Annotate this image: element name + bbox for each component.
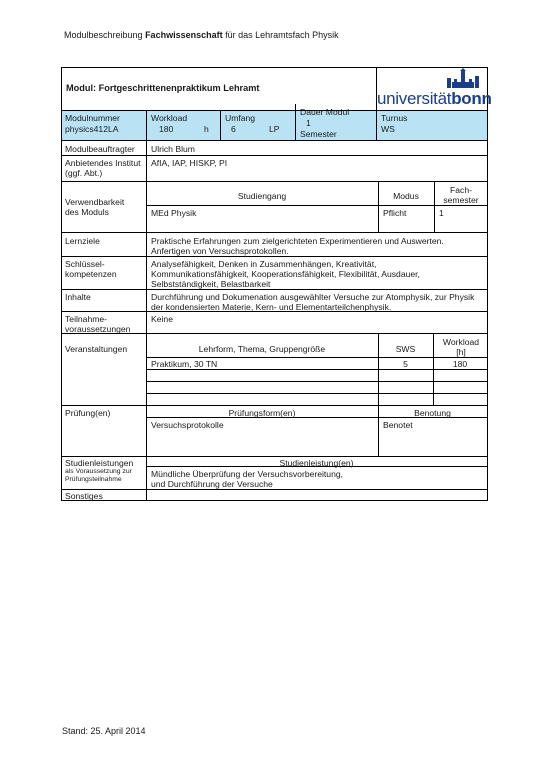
sonstiges-value — [148, 490, 468, 492]
schluessel-label: Schlüssel-kompetenzen — [65, 259, 117, 279]
inhalte-label: Inhalte — [65, 292, 91, 302]
lehrform-value: Praktikum, 30 TN — [151, 359, 218, 369]
col-lehrform: Lehrform, Thema, Gruppengröße — [198, 344, 326, 354]
sub-divider — [146, 205, 488, 206]
col-divider — [295, 104, 296, 140]
col-divider — [146, 110, 147, 140]
modulnummer-value: physics412LA — [65, 124, 119, 134]
dauer-unit: Semester — [300, 129, 337, 139]
inhalte-value: Durchführung und Dokumenation ausgewählter Versuche zur Atomphysik, zur Physik der kondensierten Materie, Kern- und Elementarteilchenphysik. — [151, 292, 475, 312]
sub-divider — [146, 381, 488, 382]
studienleistung-line2: und Durchführung der Versuche — [151, 479, 273, 489]
studiengang-value: MEd Physik — [151, 208, 197, 218]
header-prefix: Modulbeschreibung — [64, 30, 146, 40]
schluessel-value: Analysefähigkeit, Denken in Zusammenhängen, Kreativität, Kommunikationsfähigkeit, Kooperationsfähigkeit, Flexibilität, Ausdauer, Selbstständigkeit, Belastbarkeit — [151, 259, 420, 289]
sub-divider — [146, 393, 488, 394]
umfang-unit: LP — [269, 124, 280, 134]
lernziele-label: Lernziele — [65, 236, 100, 246]
umfang-label: Umfang — [225, 113, 256, 123]
lernziele-value: Praktische Erfahrungen zum zielgerichteten Experimentieren und Auswerten. Anfertigen von Versuchsprotokollen. — [151, 236, 444, 256]
sub-divider — [378, 181, 379, 232]
row-divider — [61, 232, 488, 233]
sws-value: 5 — [403, 359, 408, 369]
header-bold: Fachwissenschaft — [145, 30, 223, 40]
turnus-value: WS — [381, 124, 395, 134]
col-fachsemester: Fach-semester — [443, 185, 479, 205]
workload-label: Workload — [151, 113, 188, 123]
verwendbarkeit-label: Verwendbarkeit des Moduls — [65, 197, 125, 217]
page-header — [64, 30, 339, 40]
col-sws: SWS — [395, 344, 416, 354]
col-pruefungsform: Prüfungsform(en) — [228, 408, 296, 418]
logo-wordmark — [377, 89, 492, 109]
logo-part1: universität — [377, 89, 452, 108]
row-divider — [61, 181, 488, 182]
workload-value: 180 — [159, 124, 174, 134]
row-divider — [61, 110, 488, 111]
col-studiengang: Studiengang — [237, 191, 287, 201]
page-footer: Stand: 25. April 2014 — [62, 726, 146, 736]
sonstiges-label: Sonstiges — [65, 491, 103, 501]
workload-unit: h — [204, 124, 209, 134]
sub-divider — [434, 181, 435, 232]
modulbeauftragter-value: Ulrich Blum — [151, 144, 195, 154]
teilnahme-value: Keine — [151, 314, 173, 324]
header-suffix: für das Lehramtsfach Physik — [222, 30, 339, 40]
row-divider — [61, 155, 488, 156]
veranstaltungen-label: Veranstaltungen — [65, 344, 128, 354]
col-studienleistung: Studienleistung(en) — [279, 458, 354, 468]
benotung-value: Benotet — [383, 420, 413, 430]
col-benotung: Benotung — [414, 408, 451, 418]
col-modus: Modus — [393, 191, 419, 201]
logo-part2: bonn — [451, 89, 492, 108]
teilnahme-label: Teilnahme-voraussetzungen — [65, 314, 131, 334]
modus-value: Pflicht — [383, 208, 407, 218]
col-workload: Workload [h] — [442, 337, 480, 357]
pruefung-label: Prüfung(en) — [65, 408, 111, 418]
dauer-label: Dauer Modul — [300, 107, 350, 117]
anbietendes-label: Anbietendes Institut (ggf. Abt.) — [65, 158, 141, 178]
fachsemester-value: 1 — [439, 208, 444, 218]
university-logo — [377, 67, 492, 110]
workload-row-value: 180 — [452, 359, 468, 369]
studienleistungen-sublabel: als Voraussetzung zur Prüfungsteilnahme — [65, 468, 132, 483]
studienleistung-line1: Mündliche Überprüfung der Versuchsvorbereitung, — [151, 469, 344, 479]
module-title: Modul: Fortgeschrittenenpraktikum Lehramt — [66, 83, 260, 93]
turnus-label: Turnus — [381, 113, 408, 123]
modulbeauftragter-label: Modulbeauftragter — [65, 144, 135, 154]
studienleistungen-label: Studienleistungen — [65, 458, 134, 468]
row-divider — [61, 405, 488, 406]
anbietendes-value: AfIA, IAP, HISKP, PI — [151, 158, 228, 168]
table-border — [487, 67, 488, 501]
umfang-value: 6 — [231, 124, 236, 134]
dauer-value: 1 — [306, 118, 311, 128]
row-divider — [61, 140, 488, 141]
modulnummer-label: Modulnummer — [65, 113, 120, 123]
col-divider — [220, 110, 221, 140]
pruefungsform-value: Versuchsprotokolle — [151, 420, 224, 430]
